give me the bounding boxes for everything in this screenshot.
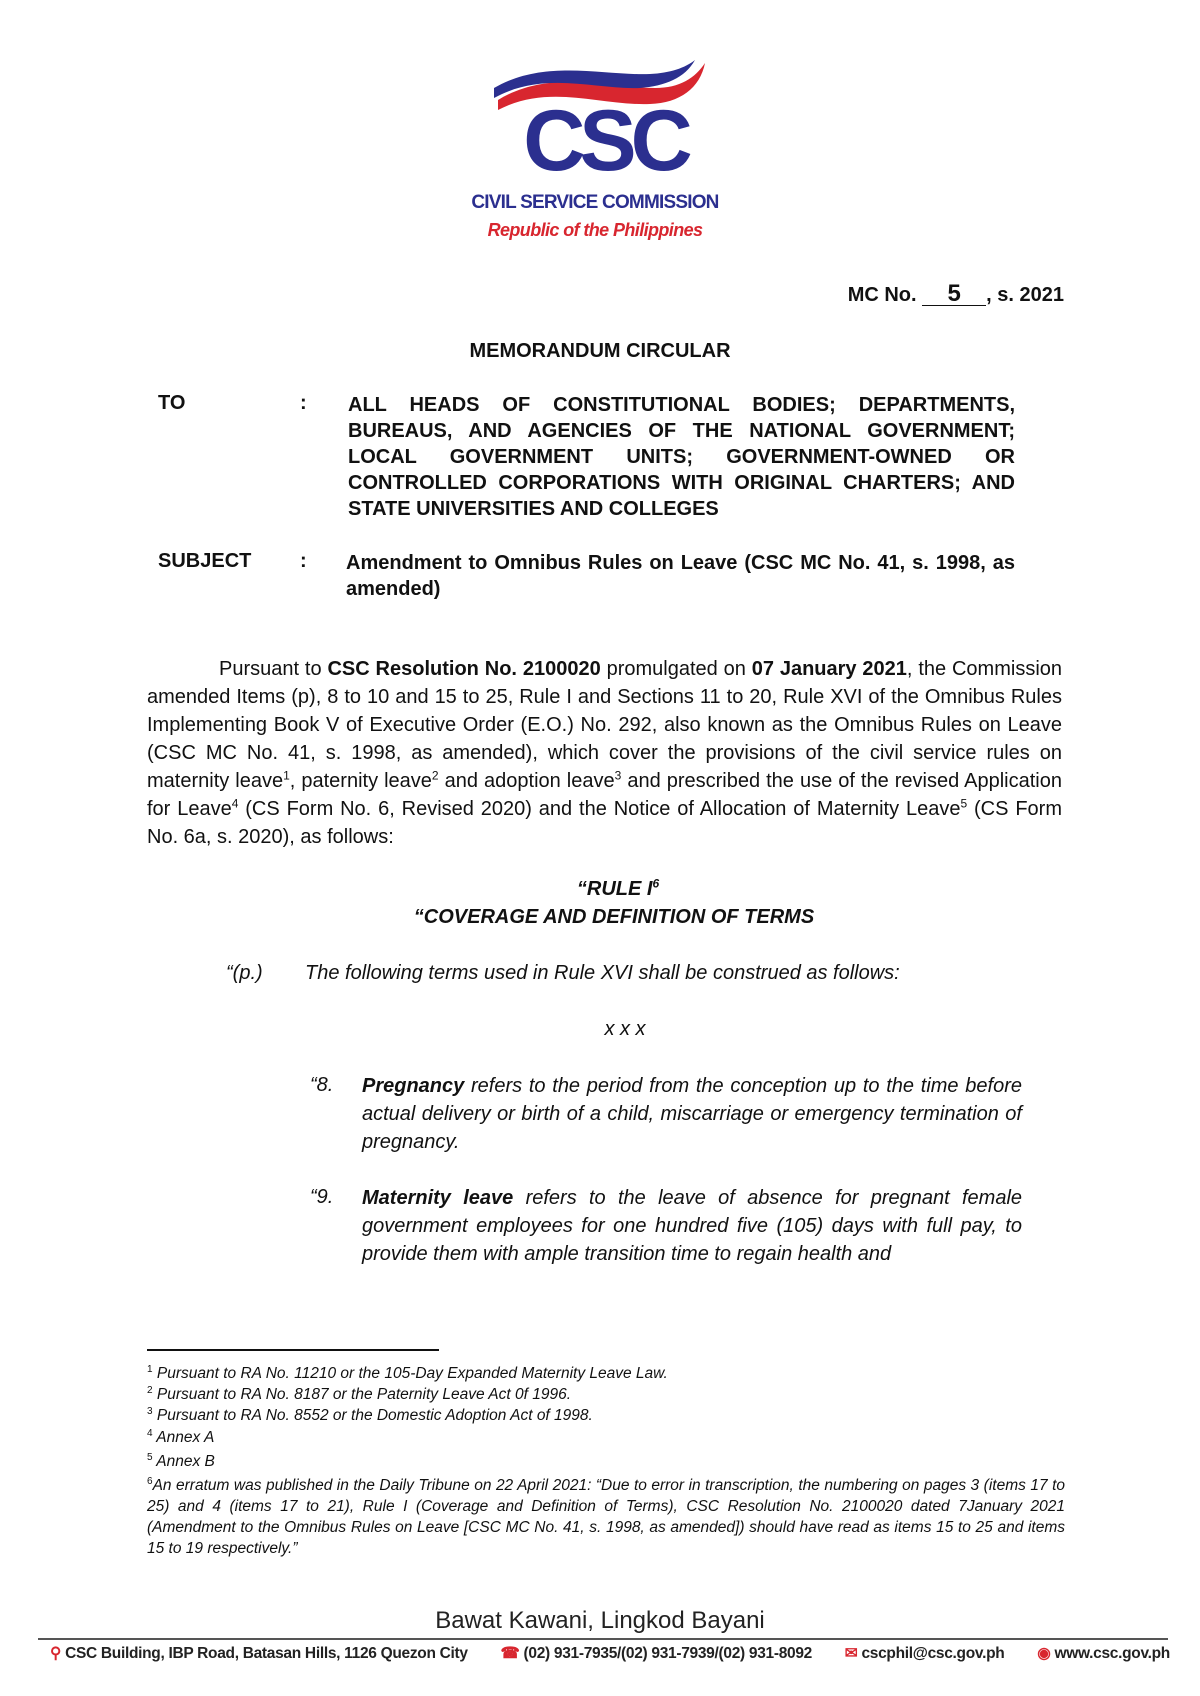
term-maternity-leave: Maternity leave	[362, 1187, 514, 1209]
logo-wordmark: CSC	[523, 93, 687, 178]
mc-number-line	[847, 280, 1064, 307]
subject-label: SUBJECT	[158, 550, 252, 572]
rule-heading: “RULE $I^6$	[576, 876, 660, 900]
item-p-marker: “(p.)	[226, 962, 263, 984]
location-pin-icon: ⚲	[50, 1645, 62, 1662]
item-8-text: Pregnancy refers to the period from the conception up to the time before actual delivery or birth of a child, miscarriage or emergency termination of pregnancy.	[362, 1075, 1022, 1153]
footnote-4: $^4$ Annex A	[147, 1427, 215, 1446]
globe-icon: ◉	[1037, 1645, 1051, 1662]
term-pregnancy: Pregnancy	[362, 1075, 465, 1097]
footer-email[interactable]: ✉ cscphil@csc.gov.ph	[844, 1645, 1005, 1662]
telephone-icon: ☎	[500, 1645, 520, 1662]
item-8-marker: “8.	[310, 1074, 334, 1096]
subject-colon: :	[300, 550, 307, 572]
to-colon: :	[300, 392, 307, 414]
footer-website[interactable]: ◉ www.csc.gov.ph	[1037, 1645, 1170, 1662]
footer-contacts	[50, 1644, 1170, 1663]
republic-label: Republic of the Philippines	[487, 220, 703, 240]
to-label: TO	[158, 392, 186, 414]
document-title: MEMORANDUM CIRCULAR	[469, 340, 731, 362]
item-p-text: The following terms used in Rule XVI shall be construed as follows:	[305, 962, 900, 984]
ellipsis: x x x	[604, 1018, 646, 1040]
to-addressees: ALL HEADS OF CONSTITUTIONAL BODIES; DEPARTMENTS, BUREAUS, AND AGENCIES OF THE NATIONAL GOVERNMENT; LOCAL GOVERNMENT UNITS; GOVERNMENT-OWNED OR CONTROLLED CORPORATIONS WITH ORIGINAL CHARTERS; AND STATE UNIVERSITIES AND COLLEGES	[348, 394, 1015, 520]
envelope-icon: ✉	[844, 1645, 858, 1662]
subject-text: Amendment to Omnibus Rules on Leave (CSC MC No. 41, s. 1998, as amended)	[346, 552, 1015, 600]
body-paragraph: Pursuant to CSC Resolution No. 2100020 promulgated on 07 January 2021, the Commission amended Items (p), 8 to 10 and 15 to 25, Rule I and Sections 11 to 20, Rule XVI of the Omnibus Rules Implementing Book V of Executive Order (E.O.) No. 292, also known as the Omnibus Rules on Leave (CSC MC No. 41, s. 1998, as amended), which cover the provisions of the civil service rules on maternity leave$^1$, paternity leave$^2$ and adoption leave$^3$ and prescribed the use of the revised Application for Leave$^4$ (CS Form No. 6, Revised 2020) and the Notice of Allocation of Maternity Leave$^5$ (CS Form No. 6a, s. 2020), as follows:	[147, 658, 1063, 848]
footnote-1: $^1$ Pursuant to RA No. 11210 or the 105-Day Expanded Maternity Leave Law.	[147, 1363, 668, 1382]
footer-divider	[38, 1638, 1168, 1640]
footnote-3: $^3$ Pursuant to RA No. 8552 or the Domestic Adoption Act of 1998.	[147, 1405, 593, 1424]
footer-phone: ☎ (02) 931-7935/(02) 931-7939/(02) 931-8092	[500, 1645, 812, 1662]
mc-suffix: , s. 2021	[986, 284, 1064, 306]
footnote-5: $^5$ Annex B	[147, 1451, 215, 1470]
rule-subheading: “COVERAGE AND DEFINITION OF TERMS	[413, 906, 815, 928]
resolution-date: 07 January 2021	[751, 658, 907, 680]
footer-address: ⚲ CSC Building, IBP Road, Batasan Hills, 1126 Quezon City	[50, 1645, 468, 1662]
resolution-ref: CSC Resolution No. 2100020	[327, 658, 601, 680]
footnote-6: $^6$An erratum was published in the Daily Tribune on 22 April 2021: “Due to error in transcription, the numbering on pages 3 (items 17 to 25) and 4 (items 17 to 21), Rule I (Coverage and Definition of Terms), CSC Resolution No. 2100020 dated 7January 2021 (Amendment to the Omnibus Rules on Leave [CSC MC No. 41, s. 1998, as amended]) should have read as items 15 to 25 and items 15 to 19 respectively.”	[147, 1475, 1065, 1557]
item-9-text: Maternity leave refers to the leave of absence for pregnant female government employees for one hundred five (105) days with full pay, to provide them with ample transition time to regain health and	[362, 1187, 1023, 1265]
mc-number: 5	[922, 283, 986, 306]
csc-logo	[490, 58, 720, 178]
org-name: CIVIL SERVICE COMMISSION	[471, 192, 719, 213]
footnote-divider	[147, 1349, 439, 1351]
footnote-2: $^2$ Pursuant to RA No. 8187 or the Paternity Leave Act 0f 1996.	[147, 1384, 572, 1403]
mc-prefix: MC No.	[847, 284, 917, 306]
item-9-marker: “9.	[310, 1186, 334, 1208]
motto: Bawat Kawani, Lingkod Bayani	[435, 1607, 765, 1634]
